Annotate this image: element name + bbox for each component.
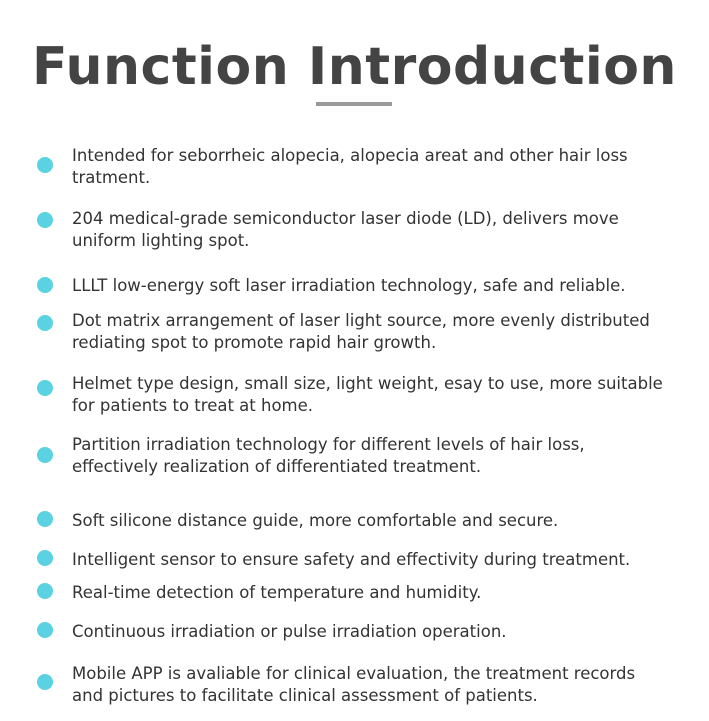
- feature-item: [0, 373, 709, 417]
- bullet-dot-icon: [37, 212, 53, 228]
- bullet-dot-icon: [37, 380, 53, 396]
- bullet-dot-icon: [37, 447, 53, 463]
- feature-item: [0, 510, 709, 532]
- feature-text: Dot matrix arrangement of laser light source, more evenly distributed rediating spot to promote rapid hair growth.: [72, 311, 650, 352]
- bullet-dot-icon: [37, 622, 53, 638]
- feature-item: [0, 208, 709, 252]
- feature-text: Mobile APP is avaliable for clinical evaluation, the treatment records and pictures to facilitate clinical assessment of patients.: [72, 664, 636, 705]
- feature-item: [0, 275, 709, 297]
- feature-text: Helmet type design, small size, light weight, esay to use, more suitable for patients to treat at home.: [72, 374, 663, 415]
- feature-text: LLLT low-energy soft laser irradiation technology, safe and reliable.: [72, 276, 626, 295]
- feature-text: Continuous irradiation or pulse irradiation operation.: [72, 622, 507, 641]
- bullet-dot-icon: [37, 583, 53, 599]
- bullet-dot-icon: [37, 674, 53, 690]
- feature-text: Real-time detection of temperature and humidity.: [72, 583, 482, 602]
- feature-item: [0, 310, 709, 354]
- feature-text: Intended for seborrheic alopecia, alopecia areat and other hair loss tratment.: [72, 146, 628, 187]
- feature-item: [0, 663, 709, 707]
- feature-item: [0, 145, 709, 189]
- feature-text: Intelligent sensor to ensure safety and effectivity during treatment.: [72, 550, 631, 569]
- bullet-dot-icon: [37, 157, 53, 173]
- feature-text: Soft silicone distance guide, more comfortable and secure.: [72, 511, 559, 530]
- bullet-dot-icon: [37, 511, 53, 527]
- page-title: Function Introduction: [32, 37, 677, 97]
- feature-item: [0, 582, 709, 604]
- feature-text: Partition irradiation technology for different levels of hair loss, effectively realization of differentiated treatment.: [72, 435, 585, 476]
- bullet-dot-icon: [37, 277, 53, 293]
- feature-item: [0, 549, 709, 571]
- bullet-dot-icon: [37, 315, 53, 331]
- feature-text: 204 medical-grade semiconductor laser diode (LD), delivers move uniform lighting spot.: [72, 209, 619, 250]
- feature-item: [0, 434, 709, 478]
- feature-item: [0, 621, 709, 643]
- bullet-dot-icon: [37, 550, 53, 566]
